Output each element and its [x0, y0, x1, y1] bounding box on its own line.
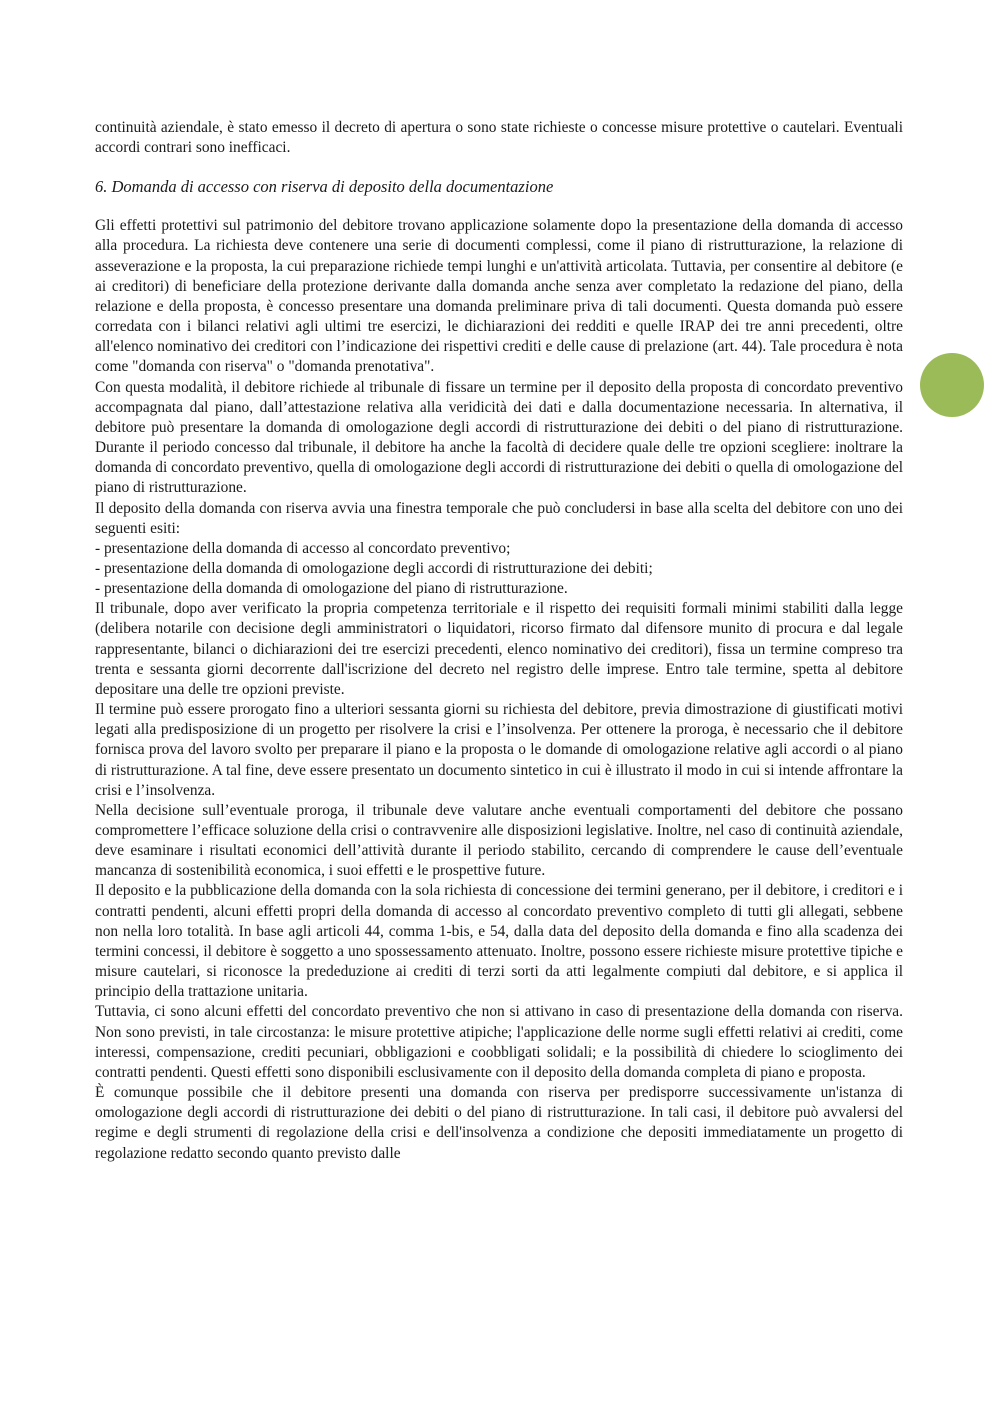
decorative-circle [920, 353, 984, 417]
intro-paragraph: continuità aziendale, è stato emesso il decreto di apertura o sono state richieste o concesse misure protettive o cautelari. Eventuali accordi contrari sono inefficaci. [95, 119, 903, 157]
document-page [95, 118, 903, 1164]
list-item: - presentazione della domanda di accesso al concordato preventivo; [95, 539, 511, 557]
body-paragraph: Il termine può essere prorogato fino a ulteriori sessanta giorni su richiesta del debitore, previa dimostrazione di giustificati motivi legati alla predisposizione di un progetto per risolvere la crisi e l’insolvenza. Per ottenere la proroga, è necessario che il debitore fornisca prova del lavoro svolto per preparare il piano e la proposta o le domande di omologazione relative agli accordi o al piano di ristrutturazione. A tal fine, deve essere presentato un documento sintetico in cui è illustrato il modo in cui si intende affrontare la crisi e l’insolvenza. [95, 701, 903, 799]
body-paragraph: È comunque possibile che il debitore presenti una domanda con riserva per predisporre successivamente un'istanza di omologazione degli accordi di ristrutturazione dei debiti o del piano di ristrutturazione. In tali casi, il debitore può avvalersi del regime e degli strumenti di regolazione della crisi e dell'insolvenza a condizione che depositi immediatamente un progetto di regolazione redatto secondo quanto previsto dalle [95, 1084, 903, 1162]
body-paragraph: Nella decisione sull’eventuale proroga, il tribunale deve valutare anche eventuali comportamenti del debitore che possano compromettere l’efficace soluzione della crisi o contravvenire alle disposizioni legislative. Inoltre, nel caso di continuità aziendale, deve esaminare i risultati economici dell’attività durante il periodo stabilito, cercando di comprendere le cause dell’eventuale mancanza di sostenibilità economica, i suoi effetti e le prospettive future. [95, 801, 903, 880]
body-paragraph: Con questa modalità, il debitore richiede al tribunale di fissare un termine per il deposito della proposta di concordato preventivo accompagnata dal piano, dall’attestazione relativa alla veridicità dei dati e dalla documentazione necessaria. In alternativa, il debitore può presentare la domanda di omologazione degli accordi di ristrutturazione dei debiti o del piano di ristrutturazione. Durante il periodo concesso dal tribunale, il debitore ha anche la facoltà di decidere quale delle tre opzioni scegliere: inoltrare la domanda di concordato preventivo, quella di omologazione degli accordi di ristrutturazione dei debiti o quella di omologazione del piano di ristrutturazione. [95, 378, 903, 497]
section-heading: 6. Domanda di accesso con riserva di deposito della documentazione [95, 177, 554, 197]
body-paragraph: Il deposito della domanda con riserva avvia una finestra temporale che può concludersi in base alla scelta del debitore con uno dei seguenti esiti: [95, 499, 903, 537]
body-paragraph: Tuttavia, ci sono alcuni effetti del concordato preventivo che non si attivano in caso di presentazione della domanda con riserva. Non sono previsti, in tale circostanza: le misure protettive atipiche; l'applicazione delle norme sugli effetti relativi ai crediti, come interessi, compensazione, crediti pecuniari, obbligazioni e coobbligati solidali; e la possibilità di chiedere lo scioglimento dei contratti pendenti. Questi effetti sono disponibili esclusivamente con il deposito della domanda completa di piano e proposta. [95, 1003, 903, 1081]
body-paragraph: Gli effetti protettivi sul patrimonio del debitore trovano applicazione solamente dopo la presentazione della domanda di accesso alla procedura. La richiesta deve contenere una serie di documenti complessi, come il piano di ristrutturazione, la relazione di asseverazione e la proposta, la cui preparazione richiede tempi lunghi e un'attività articolata. Tuttavia, per consentire al debitore (e ai creditori) di beneficiare della protezione derivante dalla domanda anche senza aver completato la redazione del piano, della relazione e della proposta, è concesso presentare una domanda preliminare priva di tali documenti. Questa domanda può essere corredata con i bilanci relativi agli ultimi tre esercizi, le dichiarazioni dei redditi e quelle IRAP dei tre anni precedenti, oltre all'elenco nominativo dei creditori con l’indicazione dei rispettivi crediti e delle cause di prelazione (art. 44). Tale procedura è nota come "domanda con riserva" o "domanda prenotativa". [95, 217, 903, 376]
body-paragraph: Il tribunale, dopo aver verificato la propria competenza territoriale e il rispetto dei requisiti formali minimi stabiliti dalla legge (delibera notarile con decisione degli amministratori o liquidatori, ricorso firmato dal difensore munito di procura e dal legale rappresentante, bilanci o dichiarazioni dei tre esercizi precedenti, elenco nominativo dei creditori), fissa un termine compreso tra trenta e sessanta giorni decorrente dall'iscrizione del decreto nel registro delle imprese. Entro tale termine, spetta al debitore depositare una delle tre opzioni previste. [95, 600, 903, 698]
list-item: - presentazione della domanda di omologazione degli accordi di ristrutturazione dei debiti; [95, 559, 653, 577]
list-item: - presentazione della domanda di omologazione del piano di ristrutturazione. [95, 580, 568, 598]
body-paragraph: Il deposito e la pubblicazione della domanda con la sola richiesta di concessione dei termini generano, per il debitore, i creditori e i contratti pendenti, alcuni effetti propri della domanda di accesso al concordato preventivo completo di tutti gli allegati, sebbene non nella loro totalità. In base agli articoli 44, comma 1-bis, e 54, dalla data del deposito della domanda e fino alla scadenza dei termini concessi, il debitore è soggetto a uno spossessamento attenuato. Inoltre, possono essere richieste misure protettive tipiche e misure cautelari, si riconosce la prededuzione ai crediti di terzi sorti da atti legalmente compiuti dal debitore, e si applica il principio della trattazione unitaria. [95, 882, 903, 1001]
